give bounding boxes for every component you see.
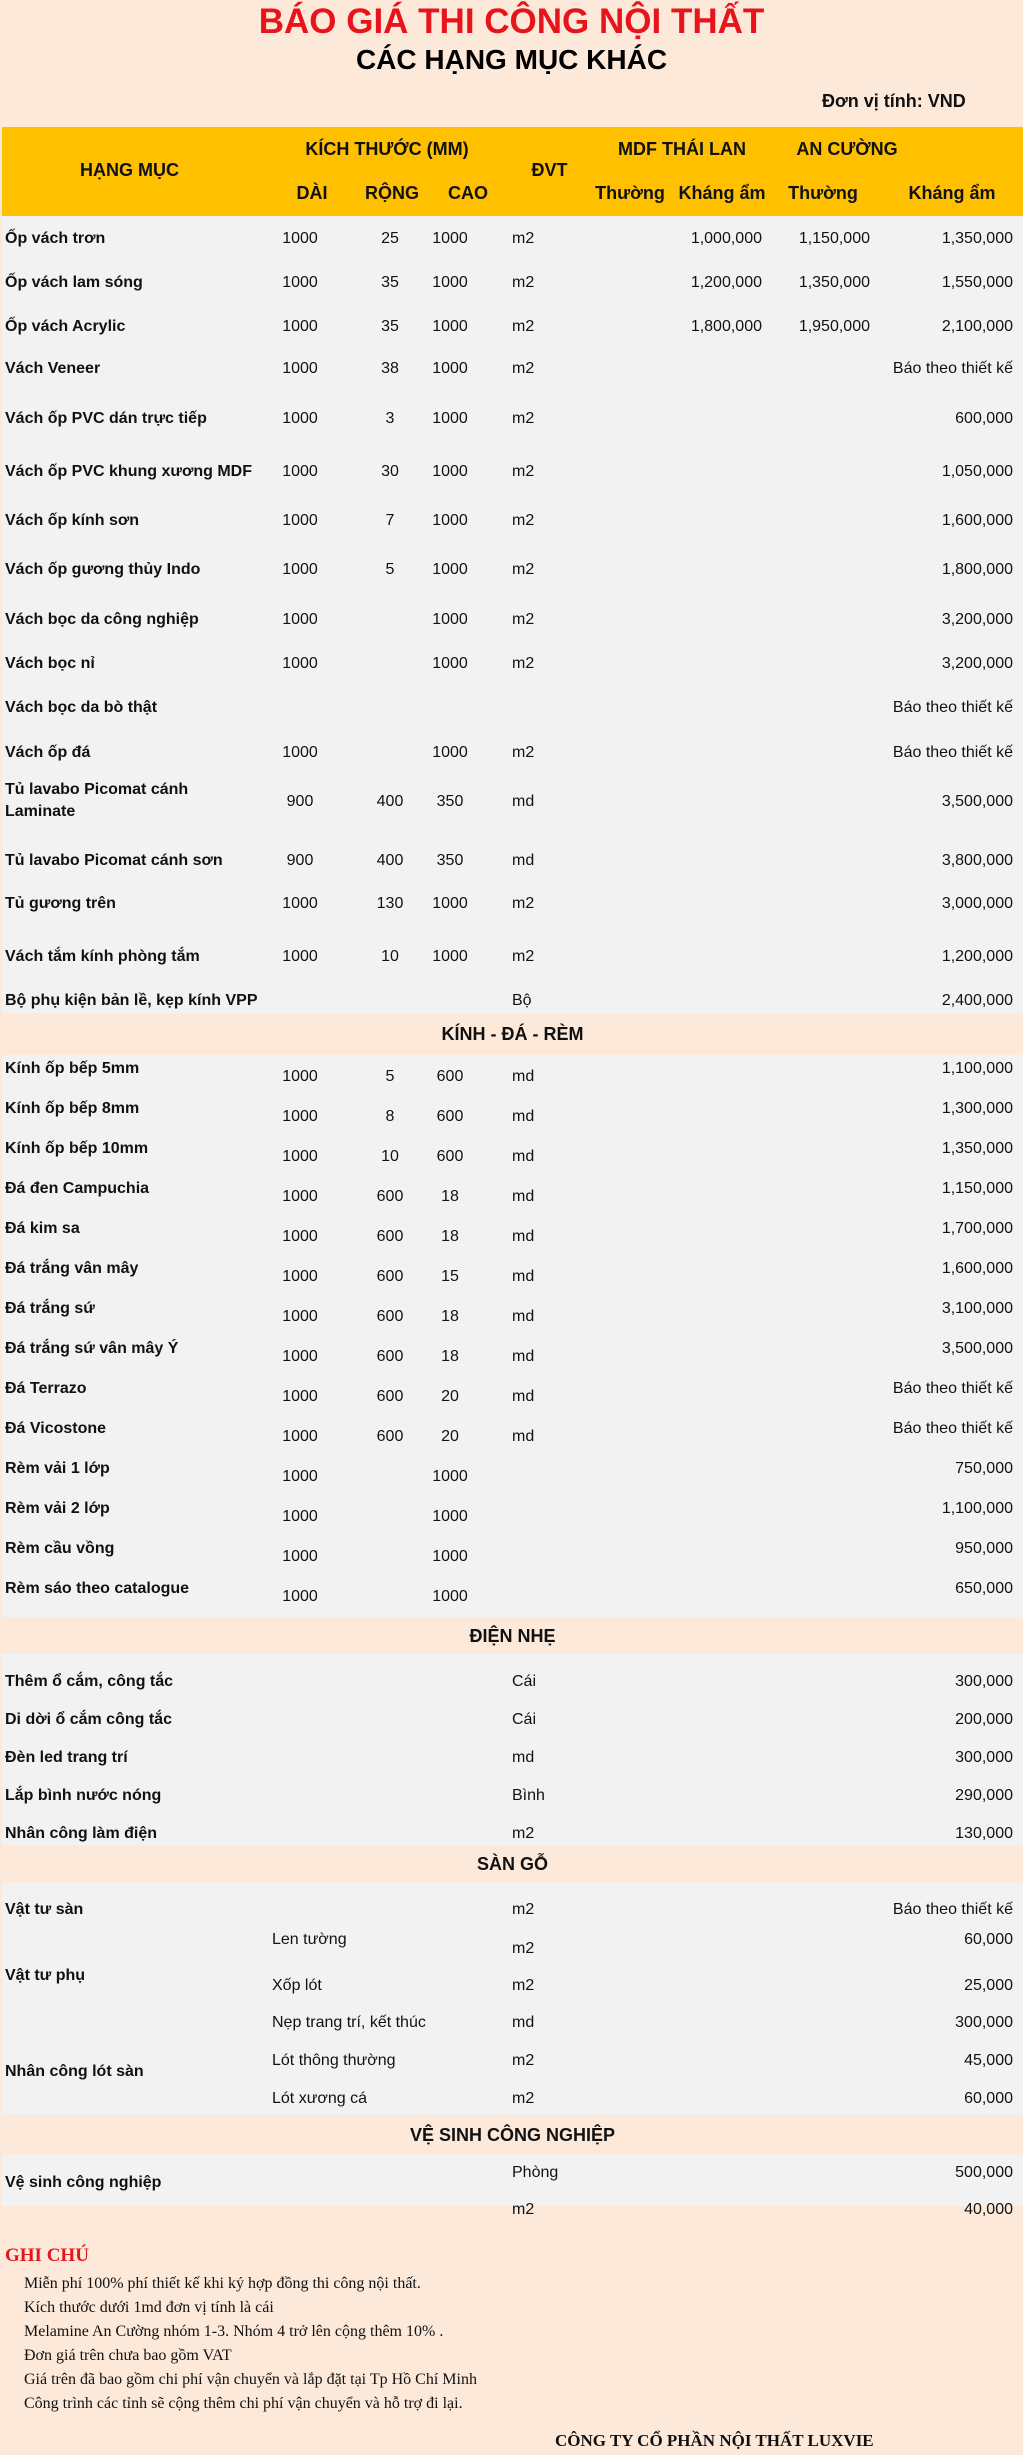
row-dai: 1000 bbox=[282, 1588, 318, 1605]
page-title: BÁO GIÁ THI CÔNG NỘI THẤT bbox=[258, 2, 765, 41]
row-name: Vách Veneer bbox=[5, 360, 101, 377]
row-name: Đá trắng sứ vân mây Ý bbox=[5, 1340, 179, 1357]
row-cao: 1000 bbox=[432, 561, 468, 578]
row-cao: 1000 bbox=[432, 360, 468, 377]
row-name: Kính ốp bếp 5mm bbox=[5, 1060, 140, 1077]
row-cao: 1000 bbox=[432, 410, 468, 427]
section-ve-sinh: VỆ SINH CÔNG NGHIỆP bbox=[2, 2115, 1023, 2155]
row-rong: 25 bbox=[381, 230, 399, 247]
row-name: Lắp bình nước nóng bbox=[5, 1787, 162, 1804]
header-an-cuong: AN CƯỜNG bbox=[796, 139, 898, 159]
header-dvt: ĐVT bbox=[531, 160, 568, 180]
note-line: Kích thước dưới 1md đơn vị tính là cái bbox=[24, 2299, 274, 2316]
row-dvt: m2 bbox=[512, 410, 535, 427]
row-ac-thuong: 1,350,000 bbox=[798, 274, 870, 291]
sg-vat-tu-san-dvt: m2 bbox=[512, 1901, 535, 1918]
sg-lot-xuong-ca-price: 60,000 bbox=[964, 2090, 1013, 2107]
row-rong: 5 bbox=[385, 561, 395, 578]
row-cao: 1000 bbox=[432, 611, 468, 628]
row-cao: 1000 bbox=[432, 1508, 468, 1525]
row-cao: 1000 bbox=[432, 1588, 468, 1605]
row-dvt: md bbox=[512, 1749, 535, 1766]
row-cao: 1000 bbox=[432, 274, 468, 291]
row-rong: 30 bbox=[381, 463, 399, 480]
row-cao: 1000 bbox=[432, 1468, 468, 1485]
row-ac-khang-am: 130,000 bbox=[955, 1825, 1013, 1842]
note-line: Melamine An Cường nhóm 1-3. Nhóm 4 trở lên cộng thêm 10% . bbox=[24, 2323, 444, 2340]
sg-nep: Nẹp trang trí, kết thúc bbox=[272, 2014, 426, 2031]
row-dvt: md bbox=[512, 1148, 535, 1165]
row-name: Rèm vải 1 lớp bbox=[5, 1460, 110, 1477]
row-dvt: m2 bbox=[512, 611, 535, 628]
row-dvt: Bình bbox=[512, 1787, 545, 1804]
row-dvt: m2 bbox=[512, 655, 535, 672]
row-ac-thuong: 1,150,000 bbox=[798, 230, 870, 247]
sg-lot-xuong-ca-dvt: m2 bbox=[512, 2090, 535, 2107]
sg-len-tuong: Len tường bbox=[272, 1931, 347, 1948]
unit-note: Đơn vị tính: VND bbox=[822, 91, 966, 111]
header-mdf: MDF THÁI LAN bbox=[618, 139, 746, 159]
row-dai: 1000 bbox=[282, 1548, 318, 1565]
row-dvt: md bbox=[512, 1348, 535, 1365]
row-dvt: md bbox=[512, 1228, 535, 1245]
row-cao: 1000 bbox=[432, 655, 468, 672]
note-line: Công trình các tỉnh sẽ cộng thêm chi phí vận chuyển và hỗ trợ đi lại. bbox=[24, 2395, 463, 2412]
row-name: Ốp vách Acrylic bbox=[5, 318, 126, 335]
row-cao: 20 bbox=[441, 1388, 459, 1405]
section-dien-nhe: ĐIỆN NHẸ bbox=[2, 1617, 1023, 1654]
row-dai: 1000 bbox=[282, 360, 318, 377]
section-kinh-da-rem: KÍNH - ĐÁ - RÈM bbox=[2, 1013, 1023, 1055]
row-ac-khang-am: 1,100,000 bbox=[941, 1500, 1013, 1517]
note-line: Đơn giá trên chưa bao gồm VAT bbox=[24, 2347, 232, 2364]
header-mdf-khang-am: Kháng ẩm bbox=[678, 183, 766, 203]
row-name: Vách ốp đá bbox=[5, 744, 91, 761]
row-cao: 600 bbox=[436, 1068, 464, 1085]
row-cao: 350 bbox=[436, 852, 464, 869]
row-rong: 400 bbox=[376, 852, 404, 869]
row-dai: 1000 bbox=[282, 1188, 318, 1205]
row-name: Kính ốp bếp 8mm bbox=[5, 1100, 140, 1117]
row-name: Đá đen Campuchia bbox=[5, 1180, 150, 1197]
row-ac-khang-am: 1,150,000 bbox=[941, 1180, 1013, 1197]
row-dvt: Cái bbox=[512, 1711, 537, 1728]
row-rong: 400 bbox=[376, 793, 404, 810]
sg-xop-lot-dvt: m2 bbox=[512, 1977, 535, 1994]
row-ac-khang-am: Báo theo thiết kế bbox=[892, 1420, 1013, 1437]
row-rong: 600 bbox=[376, 1228, 404, 1245]
row-dvt: md bbox=[512, 852, 535, 869]
row-dvt: md bbox=[512, 1188, 535, 1205]
row-cao: 600 bbox=[436, 1108, 464, 1125]
row-rong: 600 bbox=[376, 1388, 404, 1405]
row-rong: 10 bbox=[381, 1148, 399, 1165]
row-name: Vách ốp kính sơn bbox=[5, 512, 140, 529]
row-mdf-khang-am: 1,000,000 bbox=[690, 230, 762, 247]
row-dai: 1000 bbox=[282, 1388, 318, 1405]
row-dai: 1000 bbox=[282, 1148, 318, 1165]
row-dai: 1000 bbox=[282, 230, 318, 247]
row-rong: 7 bbox=[385, 512, 395, 529]
row-rong: 600 bbox=[376, 1428, 404, 1445]
sg-nhan-cong: Nhân công lót sàn bbox=[5, 2063, 144, 2080]
row-dai: 1000 bbox=[282, 744, 318, 761]
row-rong: 5 bbox=[385, 1068, 395, 1085]
row-ac-khang-am: 1,300,000 bbox=[941, 1100, 1013, 1117]
row-dvt: m2 bbox=[512, 318, 535, 335]
note-line: Giá trên đã bao gồm chi phí vận chuyển và lắp đặt tại Tp Hồ Chí Minh bbox=[24, 2371, 477, 2388]
row-dvt: m2 bbox=[512, 561, 535, 578]
row-cao: 20 bbox=[441, 1428, 459, 1445]
row-name: Đá kim sa bbox=[5, 1220, 80, 1237]
row-mdf-khang-am: 1,800,000 bbox=[690, 318, 762, 335]
header-cao: CAO bbox=[448, 183, 488, 203]
row-ac-khang-am: 300,000 bbox=[955, 1749, 1013, 1766]
row-ac-khang-am: 1,050,000 bbox=[941, 463, 1013, 480]
sg-xop-lot-price: 25,000 bbox=[964, 1977, 1013, 1994]
row-dai: 1000 bbox=[282, 1468, 318, 1485]
header-kich-thuoc: KÍCH THƯỚC (MM) bbox=[305, 139, 469, 159]
row-rong: 35 bbox=[381, 274, 399, 291]
sg-vat-tu-phu: Vật tư phụ bbox=[5, 1967, 86, 1984]
row-ac-khang-am: 3,000,000 bbox=[941, 895, 1013, 912]
row-dai: 1000 bbox=[282, 1308, 318, 1325]
row-ac-khang-am: 750,000 bbox=[955, 1460, 1013, 1477]
row-dvt: md bbox=[512, 1308, 535, 1325]
row-dvt: m2 bbox=[512, 274, 535, 291]
row-dai: 1000 bbox=[282, 1068, 318, 1085]
row-dai: 1000 bbox=[282, 611, 318, 628]
row-cao: 1000 bbox=[432, 1548, 468, 1565]
row-name: Vách tắm kính phòng tắm bbox=[5, 948, 200, 965]
row-ac-khang-am: 1,100,000 bbox=[941, 1060, 1013, 1077]
row-ac-khang-am: Báo theo thiết kế bbox=[892, 360, 1013, 377]
row-name: Vách ốp gương thủy Indo bbox=[5, 561, 201, 578]
row-name: Đá trắng sứ bbox=[5, 1300, 95, 1317]
row-dvt: m2 bbox=[512, 895, 535, 912]
sg-nep-price: 300,000 bbox=[955, 2014, 1013, 2031]
row-rong: 600 bbox=[376, 1268, 404, 1285]
row-dvt: m2 bbox=[512, 463, 535, 480]
row-cao: 18 bbox=[441, 1348, 459, 1365]
row-ac-khang-am: 1,600,000 bbox=[941, 512, 1013, 529]
row-name: Vách bọc nỉ bbox=[5, 655, 95, 672]
vs-r1-dvt: Phòng bbox=[512, 2164, 559, 2181]
row-name: Vách bọc da công nghiệp bbox=[5, 611, 199, 628]
row-ac-khang-am: 1,550,000 bbox=[941, 274, 1013, 291]
row-ac-khang-am: 2,100,000 bbox=[941, 318, 1013, 335]
row-ac-khang-am: 1,800,000 bbox=[941, 561, 1013, 578]
row-dvt: Bộ bbox=[512, 992, 532, 1009]
row-rong: 600 bbox=[376, 1188, 404, 1205]
header-mdf-thuong: Thường bbox=[595, 183, 665, 203]
row-ac-khang-am: 290,000 bbox=[955, 1787, 1013, 1804]
row-name: Đá Terrazo bbox=[5, 1380, 87, 1397]
row-ac-khang-am: 3,100,000 bbox=[941, 1300, 1013, 1317]
sg-lot-thuong: Lót thông thường bbox=[272, 2052, 396, 2069]
row-rong: 600 bbox=[376, 1348, 404, 1365]
row-dvt: md bbox=[512, 793, 535, 810]
row-ac-khang-am: 1,200,000 bbox=[941, 948, 1013, 965]
header-dai: DÀI bbox=[296, 183, 328, 203]
row-ac-khang-am: 2,400,000 bbox=[941, 992, 1013, 1009]
sg-len-tuong-price: 60,000 bbox=[964, 1931, 1013, 1948]
row-dvt: m2 bbox=[512, 360, 535, 377]
row-name: Vách bọc da bò thật bbox=[5, 699, 158, 716]
row-name: Ốp vách lam sóng bbox=[5, 274, 143, 291]
row-ac-khang-am: 1,350,000 bbox=[941, 1140, 1013, 1157]
row-dai: 1000 bbox=[282, 1428, 318, 1445]
row-ac-khang-am: 3,200,000 bbox=[941, 611, 1013, 628]
section-san-go: SÀN GỖ bbox=[2, 1845, 1023, 1883]
row-cao: 1000 bbox=[432, 463, 468, 480]
row-name: Tủ gương trên bbox=[5, 895, 116, 912]
row-cao: 18 bbox=[441, 1228, 459, 1245]
page-subtitle: CÁC HẠNG MỤC KHÁC bbox=[355, 44, 668, 75]
row-cao: 1000 bbox=[432, 512, 468, 529]
row-cao: 350 bbox=[436, 793, 464, 810]
row-dai: 1000 bbox=[282, 1348, 318, 1365]
row-rong: 3 bbox=[385, 410, 395, 427]
row-dai: 1000 bbox=[282, 655, 318, 672]
row-dvt: m2 bbox=[512, 744, 535, 761]
vs-name: Vệ sinh công nghiệp bbox=[5, 2174, 162, 2191]
row-ac-khang-am: 3,200,000 bbox=[941, 655, 1013, 672]
row-dai: 1000 bbox=[282, 318, 318, 335]
row-ac-khang-am: 300,000 bbox=[955, 1673, 1013, 1690]
row-cao: 18 bbox=[441, 1188, 459, 1205]
row-ac-khang-am: 200,000 bbox=[955, 1711, 1013, 1728]
row-dai: 1000 bbox=[282, 1268, 318, 1285]
row-dai: 1000 bbox=[282, 948, 318, 965]
row-cao: 1000 bbox=[432, 948, 468, 965]
row-rong: 8 bbox=[385, 1108, 395, 1125]
row-name: Vách ốp PVC khung xương MDF bbox=[5, 463, 252, 480]
row-name: Thêm ổ cắm, công tắc bbox=[5, 1673, 174, 1690]
row-name: Kính ốp bếp 10mm bbox=[5, 1140, 149, 1157]
row-ac-khang-am: 3,500,000 bbox=[941, 1340, 1013, 1357]
row-ac-khang-am: Báo theo thiết kế bbox=[892, 1380, 1013, 1397]
row-dvt: md bbox=[512, 1268, 535, 1285]
row-dvt: md bbox=[512, 1388, 535, 1405]
row-name: Rèm cầu vồng bbox=[5, 1540, 115, 1557]
row-dvt: m2 bbox=[512, 1825, 535, 1842]
sg-lot-xuong-ca: Lót xương cá bbox=[272, 2090, 368, 2107]
header-hang-muc: HẠNG MỤC bbox=[80, 160, 179, 180]
row-rong: 600 bbox=[376, 1308, 404, 1325]
row-ac-thuong: 1,950,000 bbox=[798, 318, 870, 335]
sg-nep-dvt: md bbox=[512, 2014, 535, 2031]
row-ac-khang-am: Báo theo thiết kế bbox=[892, 744, 1013, 761]
row-rong: 38 bbox=[381, 360, 399, 377]
row-ac-khang-am: 1,350,000 bbox=[941, 230, 1013, 247]
row-dvt: md bbox=[512, 1428, 535, 1445]
row-dvt: m2 bbox=[512, 948, 535, 965]
row-dvt: md bbox=[512, 1068, 535, 1085]
row-ac-khang-am: 3,800,000 bbox=[941, 852, 1013, 869]
row-name: Tủ lavabo Picomat cánh bbox=[5, 781, 189, 798]
row-dai: 1000 bbox=[282, 1508, 318, 1525]
row-cao: 600 bbox=[436, 1148, 464, 1165]
notes-title: GHI CHÚ bbox=[5, 2245, 89, 2266]
row-name: Vách ốp PVC dán trực tiếp bbox=[5, 410, 207, 427]
row-name: Rèm vải 2 lớp bbox=[5, 1500, 110, 1517]
row-rong: 10 bbox=[381, 948, 399, 965]
row-cao: 15 bbox=[441, 1268, 459, 1285]
row-name: Ốp vách trơn bbox=[5, 230, 106, 247]
sg-xop-lot: Xốp lót bbox=[272, 1977, 322, 1994]
row-ac-khang-am: 3,500,000 bbox=[941, 793, 1013, 810]
sg-lot-thuong-price: 45,000 bbox=[964, 2052, 1013, 2069]
row-dai: 1000 bbox=[282, 1228, 318, 1245]
row-rong: 130 bbox=[376, 895, 404, 912]
row-name: Di dời ổ cắm công tắc bbox=[5, 1711, 172, 1728]
row-ac-khang-am: 1,600,000 bbox=[941, 1260, 1013, 1277]
row-cao: 1000 bbox=[432, 744, 468, 761]
sg-vat-tu-san-price: Báo theo thiết kế bbox=[892, 1901, 1013, 1918]
vs-r1-price: 500,000 bbox=[955, 2164, 1013, 2181]
row-dvt: m2 bbox=[512, 512, 535, 529]
row-dvt: m2 bbox=[512, 230, 535, 247]
header-ac-khang-am: Kháng ẩm bbox=[908, 183, 996, 203]
row-name: Đèn led trang trí bbox=[5, 1749, 128, 1766]
vs-r2-price: 40,000 bbox=[964, 2201, 1013, 2218]
company-name: CÔNG TY CỔ PHẦN NỘI THẤT LUXVIE bbox=[555, 2431, 874, 2450]
row-ac-khang-am: 650,000 bbox=[955, 1580, 1013, 1597]
row-dvt: md bbox=[512, 1108, 535, 1125]
row-ac-khang-am: Báo theo thiết kế bbox=[892, 699, 1013, 716]
row-rong: 35 bbox=[381, 318, 399, 335]
row-name: Tủ lavabo Picomat cánh sơn bbox=[5, 852, 223, 869]
row-ac-khang-am: 1,700,000 bbox=[941, 1220, 1013, 1237]
row-name: Rèm sáo theo catalogue bbox=[5, 1580, 190, 1597]
row-cao: 1000 bbox=[432, 230, 468, 247]
header-rong: RỘNG bbox=[365, 183, 419, 203]
row-ac-khang-am: 950,000 bbox=[955, 1540, 1013, 1557]
row-dai: 1000 bbox=[282, 512, 318, 529]
row-dai: 1000 bbox=[282, 1108, 318, 1125]
row-dai: 1000 bbox=[282, 895, 318, 912]
row-dai: 1000 bbox=[282, 274, 318, 291]
header-ac-thuong: Thường bbox=[788, 183, 858, 203]
row-cao: 1000 bbox=[432, 895, 468, 912]
row-name: Bộ phụ kiện bản lề, kẹp kính VPP bbox=[5, 992, 258, 1009]
row-name: Đá trắng vân mây bbox=[5, 1260, 139, 1277]
row-dai: 1000 bbox=[282, 463, 318, 480]
row-dai: 1000 bbox=[282, 561, 318, 578]
sg-lot-thuong-dvt: m2 bbox=[512, 2052, 535, 2069]
sg-vat-tu-san: Vật tư sàn bbox=[5, 1901, 84, 1918]
row-dai: 900 bbox=[286, 793, 314, 810]
row-dai: 1000 bbox=[282, 410, 318, 427]
row-dai: 900 bbox=[286, 852, 314, 869]
row-name: Laminate bbox=[5, 803, 76, 820]
row-ac-khang-am: 600,000 bbox=[955, 410, 1013, 427]
row-name: Nhân công làm điện bbox=[5, 1825, 158, 1842]
row-cao: 18 bbox=[441, 1308, 459, 1325]
vs-r2-dvt: m2 bbox=[512, 2201, 535, 2218]
table-header bbox=[2, 127, 1023, 216]
row-cao: 1000 bbox=[432, 318, 468, 335]
row-name: Đá Vicostone bbox=[5, 1420, 107, 1437]
note-line: Miễn phí 100% phí thiết kế khi ký hợp đồng thi công nội thất. bbox=[24, 2275, 421, 2292]
row-dvt: Cái bbox=[512, 1673, 537, 1690]
sg-len-tuong-dvt: m2 bbox=[512, 1940, 535, 1957]
row-mdf-khang-am: 1,200,000 bbox=[690, 274, 762, 291]
